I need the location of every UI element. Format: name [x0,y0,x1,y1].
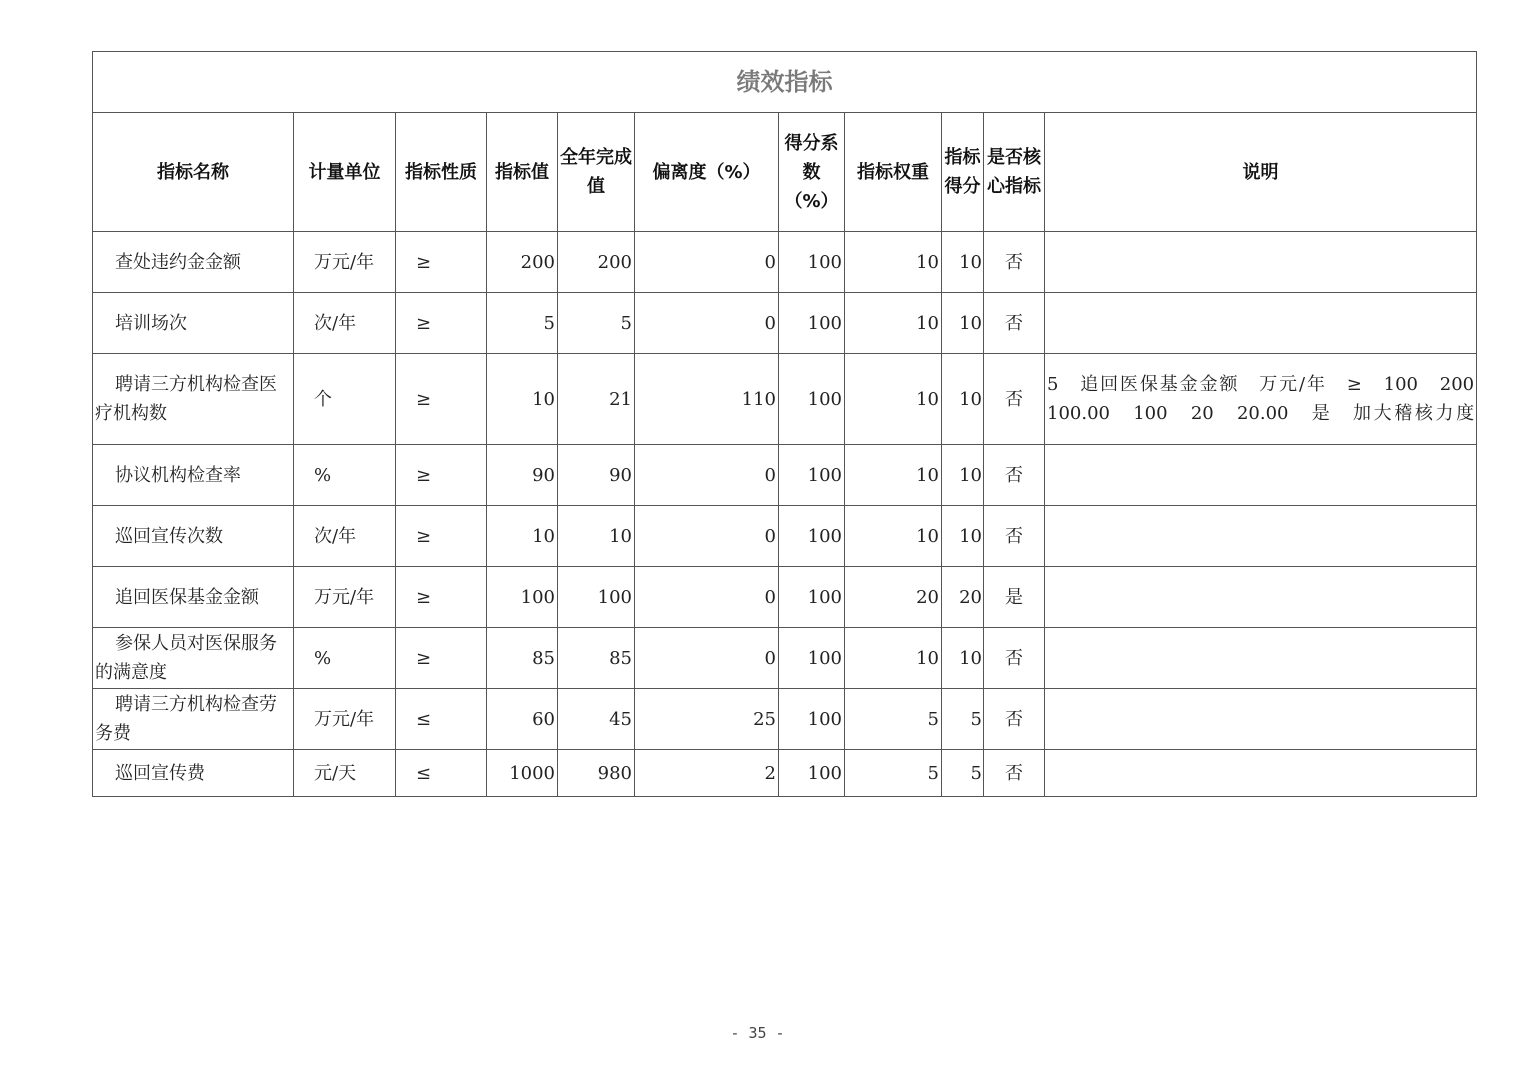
is-core-cell: 否 [984,689,1045,750]
deviation-cell: 25 [635,689,779,750]
indicator-name-cell: 聘请三方机构检查劳务费 [93,689,294,750]
note-cell [1045,750,1477,797]
is-core-cell: 否 [984,628,1045,689]
nature-cell: ≥ [396,293,487,354]
header-row [93,113,1477,232]
is-core-cell: 否 [984,293,1045,354]
deviation-cell: 0 [635,293,779,354]
header-weight: 指标权重 [845,113,942,232]
note-cell [1045,445,1477,506]
indicator-value-cell: 60 [487,689,558,750]
note-cell [1045,506,1477,567]
indicator-score-cell: 10 [942,628,984,689]
score-coefficient-cell: 100 [779,628,845,689]
nature-cell: ≥ [396,354,487,445]
indicator-value-cell: 10 [487,506,558,567]
unit-cell: 个 [294,354,396,445]
header-note: 说明 [1045,113,1477,232]
indicator-score-cell: 10 [942,293,984,354]
annual-completion-cell: 100 [558,567,635,628]
score-coefficient-cell: 100 [779,293,845,354]
note-cell [1045,689,1477,750]
note-cell [1045,628,1477,689]
indicator-name-cell: 参保人员对医保服务的满意度 [93,628,294,689]
weight-cell: 10 [845,232,942,293]
table-row [93,354,1477,445]
note-cell [1045,293,1477,354]
is-core-cell: 否 [984,354,1045,445]
header-deviation: 偏离度（%） [635,113,779,232]
header-indicator-value: 指标值 [487,113,558,232]
nature-cell: ≤ [396,750,487,797]
header-annual-completion: 全年完成值 [558,113,635,232]
deviation-cell: 0 [635,567,779,628]
indicator-name-cell: 巡回宣传费 [93,750,294,797]
nature-cell: ≥ [396,567,487,628]
score-coefficient-cell: 100 [779,445,845,506]
table-row [93,232,1477,293]
header-score-coefficient: 得分系数（%） [779,113,845,232]
table-row [93,445,1477,506]
score-coefficient-cell: 100 [779,232,845,293]
unit-cell: 次/年 [294,506,396,567]
indicator-value-cell: 10 [487,354,558,445]
unit-cell: 元/天 [294,750,396,797]
note-cell [1045,567,1477,628]
weight-cell: 10 [845,293,942,354]
is-core-cell: 否 [984,445,1045,506]
note-cell [1045,232,1477,293]
table-title: 绩效指标 [93,52,1477,113]
nature-cell: ≥ [396,628,487,689]
indicator-value-cell: 200 [487,232,558,293]
deviation-cell: 0 [635,232,779,293]
table-row [93,567,1477,628]
table-row [93,293,1477,354]
table-row [93,628,1477,689]
nature-cell: ≥ [396,232,487,293]
header-indicator-score: 指标得分 [942,113,984,232]
deviation-cell: 110 [635,354,779,445]
indicator-name-cell: 巡回宣传次数 [93,506,294,567]
indicator-score-cell: 5 [942,689,984,750]
deviation-cell: 0 [635,506,779,567]
indicator-value-cell: 85 [487,628,558,689]
indicator-name-cell: 追回医保基金金额 [93,567,294,628]
annual-completion-cell: 85 [558,628,635,689]
deviation-cell: 0 [635,445,779,506]
indicator-score-cell: 20 [942,567,984,628]
table-row [93,750,1477,797]
annual-completion-cell: 5 [558,293,635,354]
indicator-value-cell: 1000 [487,750,558,797]
annual-completion-cell: 45 [558,689,635,750]
indicator-score-cell: 5 [942,750,984,797]
is-core-cell: 否 [984,506,1045,567]
weight-cell: 20 [845,567,942,628]
is-core-cell: 否 [984,232,1045,293]
indicator-score-cell: 10 [942,506,984,567]
unit-cell: 万元/年 [294,689,396,750]
nature-cell: ≥ [396,506,487,567]
unit-cell: 万元/年 [294,567,396,628]
weight-cell: 10 [845,506,942,567]
indicator-score-cell: 10 [942,445,984,506]
annual-completion-cell: 980 [558,750,635,797]
indicator-name-cell: 聘请三方机构检查医疗机构数 [93,354,294,445]
indicator-name-cell: 协议机构检查率 [93,445,294,506]
indicator-value-cell: 5 [487,293,558,354]
nature-cell: ≥ [396,445,487,506]
header-is-core: 是否核心指标 [984,113,1045,232]
indicator-score-cell: 10 [942,354,984,445]
note-cell: 5 追回医保基金金额 万元/年 ≥ 100 200 100.00 100 20 20.00 是 加大稽核力度 [1045,354,1477,445]
weight-cell: 10 [845,354,942,445]
annual-completion-cell: 90 [558,445,635,506]
nature-cell: ≤ [396,689,487,750]
unit-cell: % [294,628,396,689]
is-core-cell: 是 [984,567,1045,628]
indicator-name-cell: 培训场次 [93,293,294,354]
is-core-cell: 否 [984,750,1045,797]
weight-cell: 10 [845,445,942,506]
table-row [93,689,1477,750]
score-coefficient-cell: 100 [779,354,845,445]
unit-cell: 次/年 [294,293,396,354]
deviation-cell: 0 [635,628,779,689]
performance-indicator-table [92,51,1493,797]
unit-cell: % [294,445,396,506]
table-row [93,506,1477,567]
indicator-value-cell: 100 [487,567,558,628]
annual-completion-cell: 10 [558,506,635,567]
score-coefficient-cell: 100 [779,689,845,750]
header-nature: 指标性质 [396,113,487,232]
weight-cell: 5 [845,689,942,750]
indicator-score-cell: 10 [942,232,984,293]
indicator-name-cell: 查处违约金金额 [93,232,294,293]
unit-cell: 万元/年 [294,232,396,293]
annual-completion-cell: 21 [558,354,635,445]
weight-cell: 5 [845,750,942,797]
score-coefficient-cell: 100 [779,567,845,628]
weight-cell: 10 [845,628,942,689]
score-coefficient-cell: 100 [779,750,845,797]
header-unit: 计量单位 [294,113,396,232]
page-number: - 35 - [730,1024,785,1042]
score-coefficient-cell: 100 [779,506,845,567]
indicator-value-cell: 90 [487,445,558,506]
annual-completion-cell: 200 [558,232,635,293]
header-indicator-name: 指标名称 [93,113,294,232]
deviation-cell: 2 [635,750,779,797]
